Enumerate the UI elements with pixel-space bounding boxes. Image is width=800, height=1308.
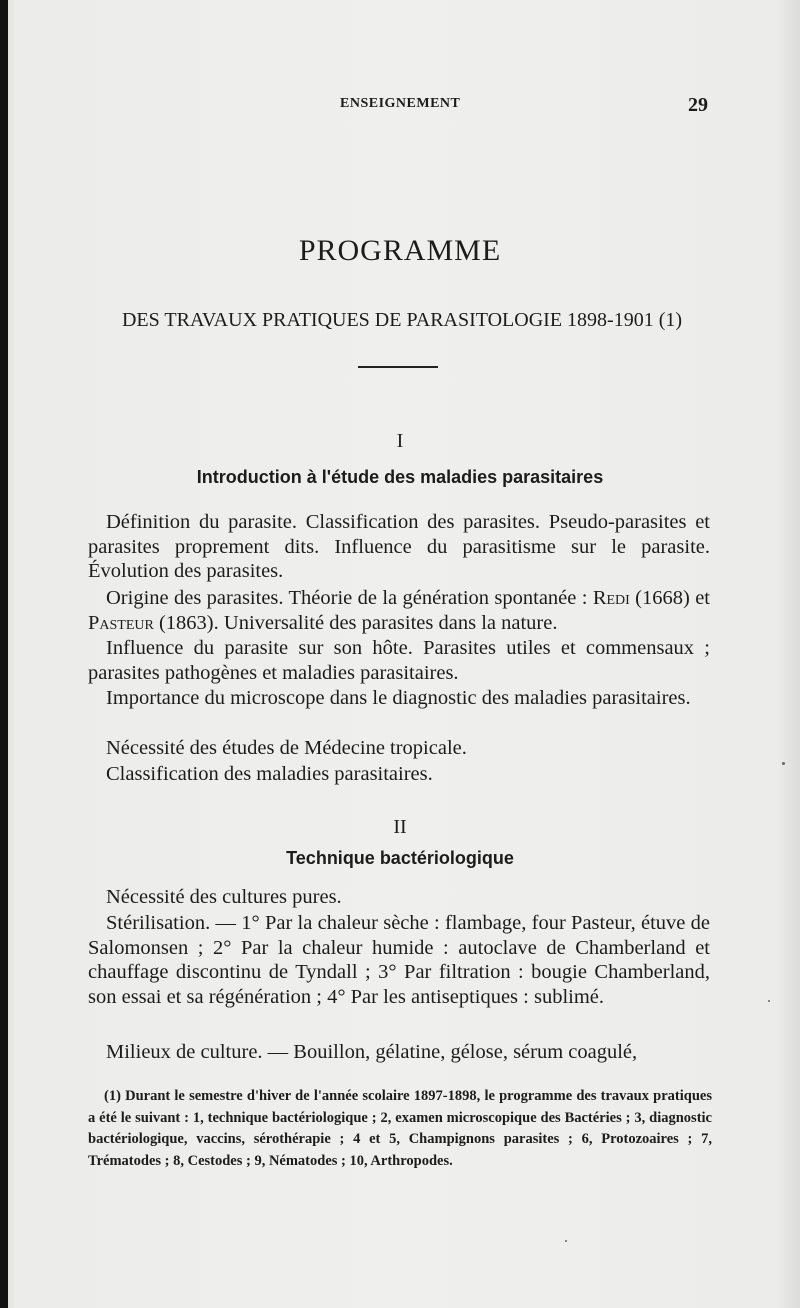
section-number: II: [393, 816, 407, 838]
paragraph: Nécessité des cultures pures.: [106, 886, 342, 908]
scan-speck: [782, 762, 785, 765]
section-title: Technique bactériologique: [286, 848, 514, 868]
paragraph-text: (1668) et: [629, 587, 710, 609]
paragraph: Influence du parasite sur son hôte. Parasites utiles et commensaux ; parasites pathogènes et maladies parasitaires.: [88, 637, 710, 684]
paragraph: Nécessité des études de Médecine tropicale.: [106, 737, 467, 759]
paragraph: Classification des maladies parasitaires.: [106, 763, 433, 785]
paragraph: Milieux de culture. — Bouillon, gélatine, gélose, sérum coagulé,: [106, 1041, 638, 1063]
author-name: Pasteur: [88, 611, 154, 634]
author-name: Redi: [592, 587, 630, 609]
section-number: I: [396, 430, 404, 452]
title-divider: [358, 366, 438, 368]
footnote: (1) Durant le semestre d'hiver de l'année scolaire 1897-1898, le programme des travaux pratiques a été le suivant : 1, technique bactériologique ; 2, examen microscopique des Bactéries ; 3, diagnostic bactériologique, vaccins, sérothérapie ; 4 et 5, Champignons parasites ; 6, Protozoaires ; 7, Trématodes ; 8, Cestodes ; 9, Nématodes ; 10, Arthropodes.: [88, 1088, 712, 1169]
page-header: [0, 94, 800, 118]
running-head: ENSEIGNEMENT: [340, 96, 461, 111]
scan-speck: [565, 1240, 567, 1242]
scan-edge: [0, 0, 8, 1308]
page-title: PROGRAMME: [298, 234, 502, 267]
paragraph: Définition du parasite. Classification des parasites. Pseudo-parasites et parasites proprement dits. Influence du parasitisme sur le parasite. Évolution des parasites.: [88, 511, 710, 582]
paragraph-text: Origine des parasites. Théorie de la génération spontanée :: [106, 587, 593, 609]
paragraph: [88, 586, 710, 635]
paragraph-text: (1863). Universalité des parasites dans la nature.: [153, 611, 558, 634]
section-title: Introduction à l'étude des maladies parasitaires: [196, 467, 604, 487]
page-subtitle: DES TRAVAUX PRATIQUES DE PARASITOLOGIE 1898-1901 (1): [121, 309, 683, 331]
page-number: 29: [688, 94, 708, 116]
paragraph: Stérilisation. — 1° Par la chaleur sèche : flambage, four Pasteur, étuve de Salomonsen ; 2° Par la chaleur humide : autoclave de Chamberland et chauffage discontinu de Tyndall ; 3° Par filtration : bougie Chamberland, son essai et sa régénération ; 4° Par les antiseptiques : sublimé.: [88, 912, 710, 1008]
paragraph: Importance du microscope dans le diagnostic des maladies parasitaires.: [106, 687, 691, 709]
scan-speck: [768, 1000, 770, 1002]
